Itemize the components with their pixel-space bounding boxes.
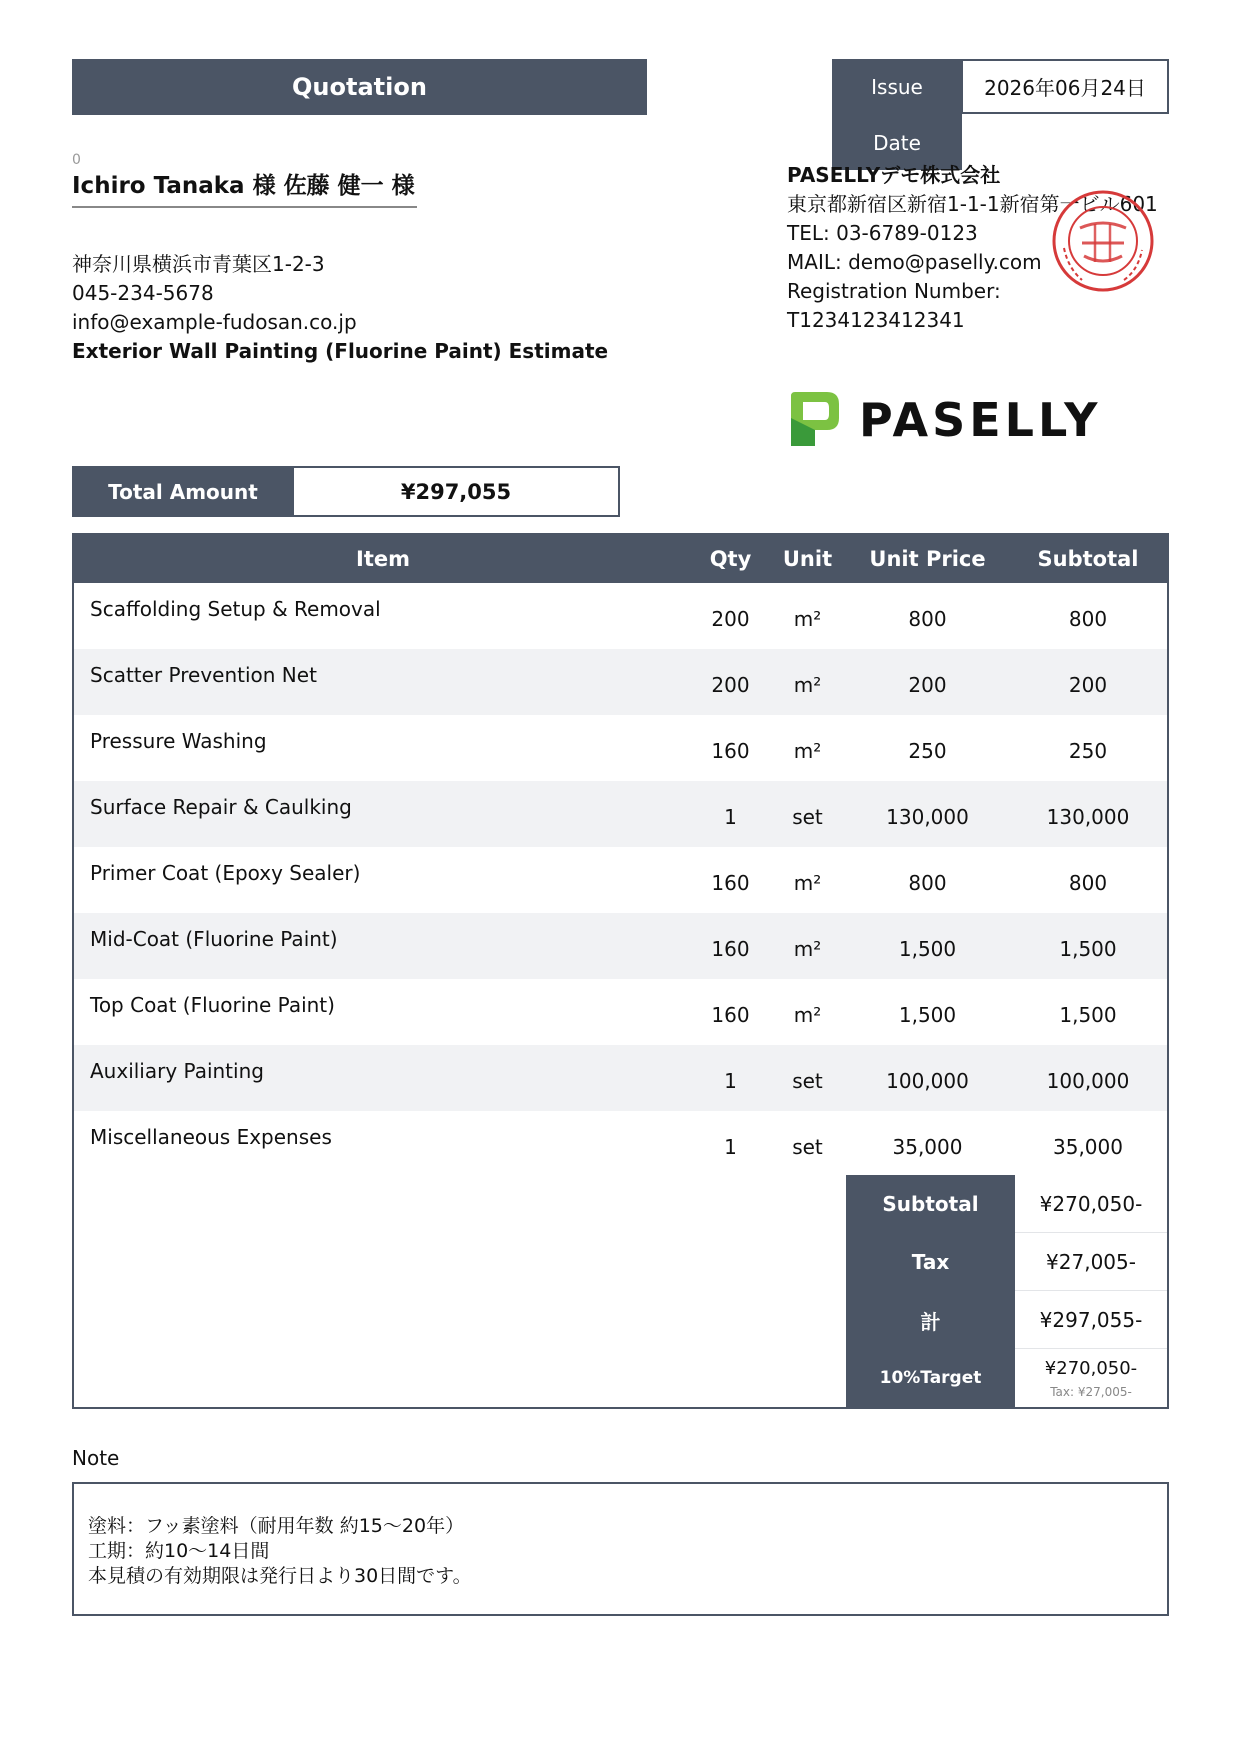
summary-tax-label: Tax (846, 1233, 1015, 1292)
issue-label-line2: Date (873, 130, 921, 155)
note-label: Note (72, 1446, 120, 1470)
totals-summary (846, 1175, 1167, 1407)
header-subtotal: Subtotal (1037, 547, 1139, 571)
summary-target-row (846, 1349, 1167, 1407)
issue-label-line1: Issue (871, 74, 923, 99)
table-row (74, 913, 1167, 979)
summary-tax-row (846, 1233, 1167, 1291)
row-subtotal: 800 (1068, 871, 1108, 895)
row-unit-price: 130,000 (886, 805, 969, 829)
row-subtotal: 130,000 (1046, 805, 1130, 829)
summary-total-value: ¥297,055- (1015, 1291, 1167, 1349)
client-details (72, 250, 608, 366)
total-amount-label: Total Amount (72, 466, 294, 517)
row-item: Auxiliary Painting (90, 1059, 264, 1083)
row-unit: m² (793, 739, 822, 763)
note-line: 本見積の有効期限は発行日より30日間です。 (88, 1565, 472, 1587)
row-qty: 200 (711, 607, 750, 631)
summary-target-tax: Tax: ¥27,005- (1050, 1384, 1132, 1399)
row-subtotal: 800 (1068, 607, 1108, 631)
items-table (72, 533, 1169, 1409)
summary-tax-value: ¥27,005- (1015, 1233, 1167, 1291)
table-body (74, 583, 1167, 1177)
header-unit-price: Unit Price (869, 547, 986, 571)
table-row (74, 583, 1167, 649)
company-address: 東京都新宿区新宿1-1-1新宿第一ビル601 (787, 192, 1158, 216)
summary-target-value: ¥270,050- (1044, 1357, 1138, 1379)
row-unit-price: 35,000 (892, 1135, 963, 1159)
summary-subtotal-row (846, 1175, 1167, 1233)
row-item: Primer Coat (Epoxy Sealer) (90, 861, 361, 885)
row-unit-price: 1,500 (898, 1003, 957, 1027)
row-subtotal: 200 (1068, 673, 1108, 697)
row-item: Scatter Prevention Net (90, 663, 317, 687)
paselly-logo (787, 388, 1117, 450)
row-qty: 160 (711, 937, 750, 961)
document-title: Quotation (72, 59, 647, 115)
row-unit: set (792, 1069, 823, 1093)
row-item: Mid-Coat (Fluorine Paint) (90, 927, 338, 951)
row-item: Top Coat (Fluorine Paint) (90, 993, 335, 1017)
note-line: 工期：約10〜14日間 (88, 1540, 270, 1562)
summary-target-value-cell (1015, 1349, 1167, 1407)
client-number: 0 (72, 152, 81, 168)
company-seal-stamp (1050, 188, 1156, 294)
row-qty: 160 (711, 1003, 750, 1027)
client-address: 神奈川県横浜市青葉区1-2-3 (72, 252, 325, 276)
row-unit: m² (793, 607, 822, 631)
row-unit-price: 100,000 (886, 1069, 969, 1093)
row-qty: 200 (711, 673, 750, 697)
summary-total-row (846, 1291, 1167, 1349)
table-row (74, 781, 1167, 847)
row-unit: m² (793, 871, 822, 895)
row-subtotal: 250 (1068, 739, 1108, 763)
row-unit: m² (793, 1003, 822, 1027)
row-unit-price: 1,500 (898, 937, 957, 961)
row-unit-price: 800 (908, 607, 947, 631)
client-name: Ichiro Tanaka 様 佐藤 健一 様 (72, 172, 417, 208)
row-qty: 1 (724, 1135, 737, 1159)
quotation-subject: Exterior Wall Painting (Fluorine Paint) Estimate (72, 339, 609, 363)
row-subtotal: 1,500 (1059, 1003, 1117, 1027)
note-box (72, 1482, 1169, 1616)
header-item: Item (356, 547, 410, 571)
table-row (74, 649, 1167, 715)
table-row (74, 715, 1167, 781)
row-item: Scaffolding Setup & Removal (90, 597, 381, 621)
registration-label: Registration Number: (787, 279, 1001, 303)
table-header (74, 535, 1167, 583)
summary-target-label: 10%Target (846, 1349, 1015, 1408)
summary-subtotal-label: Subtotal (846, 1175, 1015, 1234)
row-unit: m² (793, 937, 822, 961)
row-qty: 1 (724, 1069, 737, 1093)
row-unit-price: 200 (908, 673, 947, 697)
row-item: Surface Repair & Caulking (90, 795, 352, 819)
company-mail: MAIL: demo@paselly.com (787, 250, 1042, 274)
row-qty: 160 (711, 871, 750, 895)
table-row (74, 847, 1167, 913)
summary-subtotal-value: ¥270,050- (1015, 1175, 1167, 1233)
row-item: Pressure Washing (90, 729, 267, 753)
table-row (74, 1045, 1167, 1111)
registration-number: T1234123412341 (787, 308, 965, 332)
table-row (74, 1111, 1167, 1177)
client-phone: 045-234-5678 (72, 281, 214, 305)
row-unit-price: 250 (908, 739, 947, 763)
summary-total-label: 計 (846, 1291, 1015, 1350)
issue-date-label (832, 59, 962, 170)
row-item: Miscellaneous Expenses (90, 1125, 332, 1149)
company-name: PASELLYデモ株式会社 (787, 163, 1001, 187)
row-subtotal: 100,000 (1046, 1069, 1130, 1093)
row-unit: set (792, 1135, 823, 1159)
client-email: info@example-fudosan.co.jp (72, 310, 357, 334)
total-amount-value: ¥297,055 (292, 466, 620, 517)
issue-date-value: 2026年06月24日 (961, 59, 1169, 114)
header-qty: Qty (709, 547, 752, 571)
row-unit-price: 800 (908, 871, 947, 895)
row-qty: 1 (724, 805, 737, 829)
row-unit: m² (793, 673, 822, 697)
table-row (74, 979, 1167, 1045)
row-subtotal: 1,500 (1059, 937, 1117, 961)
row-unit: set (792, 805, 823, 829)
logo-wordmark: PASELLY (859, 393, 1102, 447)
note-line: 塗料：フッ素塗料（耐用年数 約15〜20年） (88, 1515, 465, 1537)
row-subtotal: 35,000 (1053, 1135, 1123, 1159)
company-tel: TEL: 03-6789-0123 (787, 221, 978, 245)
row-qty: 160 (711, 739, 750, 763)
header-unit: Unit (782, 547, 833, 571)
